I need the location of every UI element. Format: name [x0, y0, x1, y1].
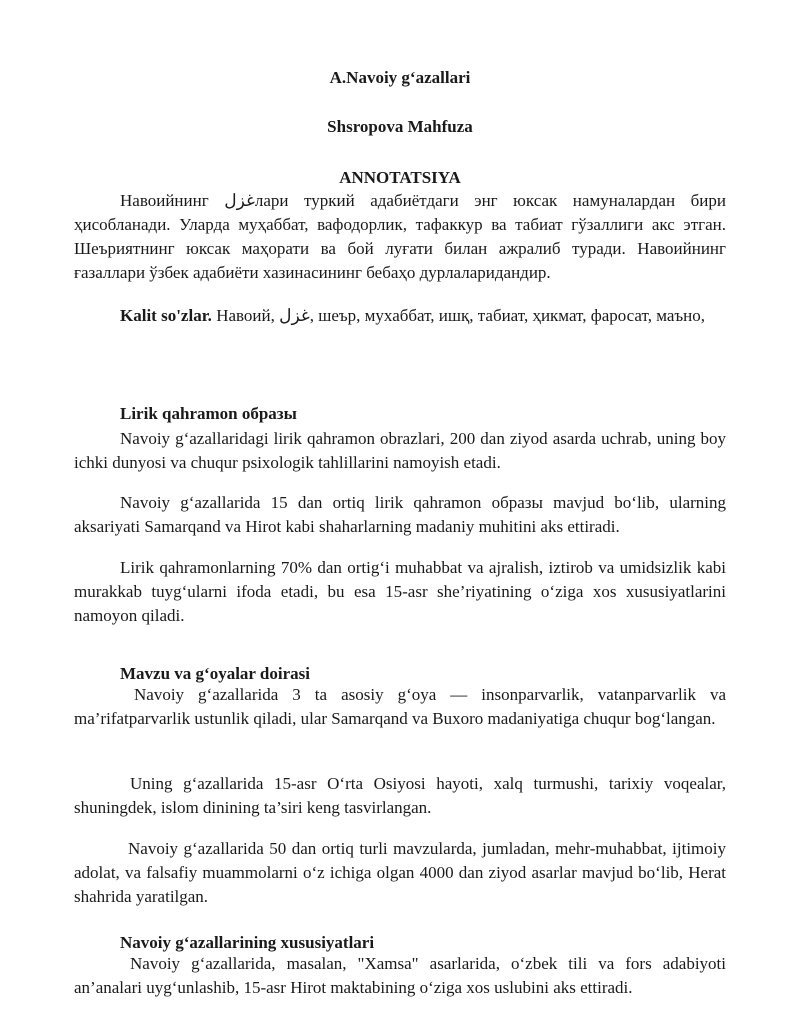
section1-paragraph-2: [74, 491, 726, 539]
section3-p1-text: Navoiy g‘azallarida, masalan, "Xamsa" asarlarida, o‘zbek tili va fors adabiyoti an’analari uyg‘unlashib, 15-asr Hirot maktabining o‘ziga xos uslubini aks ettiradi.: [74, 954, 726, 997]
annotation-paragraph: [74, 189, 726, 285]
keywords-paragraph: [74, 304, 726, 328]
section2-p3-text: Navoiy g‘azallarida 50 dan ortiq turli mavzularda, jumladan, mehr-muhabbat, ijtimoiy adolat, va falsafiy muammolarni o‘z ichiga olgan 4000 dan ziyod asarlar mavjud bo‘lib, Herat shahrida yaratilgan.: [74, 839, 726, 906]
section2-paragraph-1: [74, 683, 726, 731]
section1-paragraph-1: [74, 427, 726, 475]
section1-p1-text: Navoiy g‘azallaridagi lirik qahramon obrazlari, 200 dan ziyod asarda uchrab, uning boy ichki dunyosi va chuqur psixologik tahlillarini namoyish etadi.: [74, 429, 726, 472]
section2-paragraph-2: [74, 772, 726, 820]
section2-paragraph-3: [74, 837, 726, 909]
document-author: Shsropova Mahfuza: [327, 117, 473, 136]
keywords-text: Навоий, غزل, шеър, мухаббат, ишқ, табиат, ҳикмат, фаросат, маъно,: [211, 306, 706, 325]
section1-paragraph-3: [74, 556, 726, 628]
document-title: A.Navoiy g‘azallari: [329, 68, 471, 87]
section-heading-mavzu: Mavzu va g‘oyalar doirasi: [120, 664, 310, 683]
section2-p1-text: Navoiy g‘azallarida 3 ta asosiy g‘oya — insonparvarlik, vatanparvarlik va ma’rifatparvarlik ustunlik qiladi, ular Samarqand va Buxoro madaniyatiga chuqur bog‘langan.: [74, 685, 726, 728]
keywords-label: Kalit so'zlar.: [120, 306, 212, 325]
annotation-text: Навоийнинг غزلлари туркий адабиётдаги энг юксак намуналардан бири ҳисобланади. Уларда муҳаббат, вафодорлик, тафаккур ва табиат гўзаллиги акс этган. Шеъриятнинг юксак маҳорати ва бой луғати билан ажралиб туради. Навоийнинг ғазаллари ўзбек адабиёти хазинасининг бебаҳо дурлаларидандир.: [74, 191, 726, 282]
section2-p2-text: Uning g‘azallarida 15-asr O‘rta Osiyosi hayoti, xalq turmushi, tarixiy voqealar, shuningdek, islom dinining ta’siri keng tasvirlangan.: [74, 774, 726, 817]
section3-paragraph-1: [74, 952, 726, 1000]
section1-p3-text: Lirik qahramonlarning 70% dan ortig‘i muhabbat va ajralish, iztirob va umidsizlik kabi murakkab tuyg‘ularni ifoda etadi, bu esa 15-asr she’riyatining o‘ziga xos xususiyatlarini namoyon qiladi.: [74, 558, 726, 625]
section-heading-xususiyatlari: Navoiy g‘azallarining xususiyatlari: [120, 933, 375, 952]
annotation-heading: ANNOTATSIYA: [339, 168, 461, 187]
section1-p2-text: Navoiy g‘azallarida 15 dan ortiq lirik qahramon образы mavjud bo‘lib, ularning aksariyati Samarqand va Hirot kabi shaharlarning madaniy muhitini aks ettiradi.: [74, 493, 726, 536]
section-heading-lirik-qahramon: Lirik qahramon образы: [120, 404, 297, 423]
